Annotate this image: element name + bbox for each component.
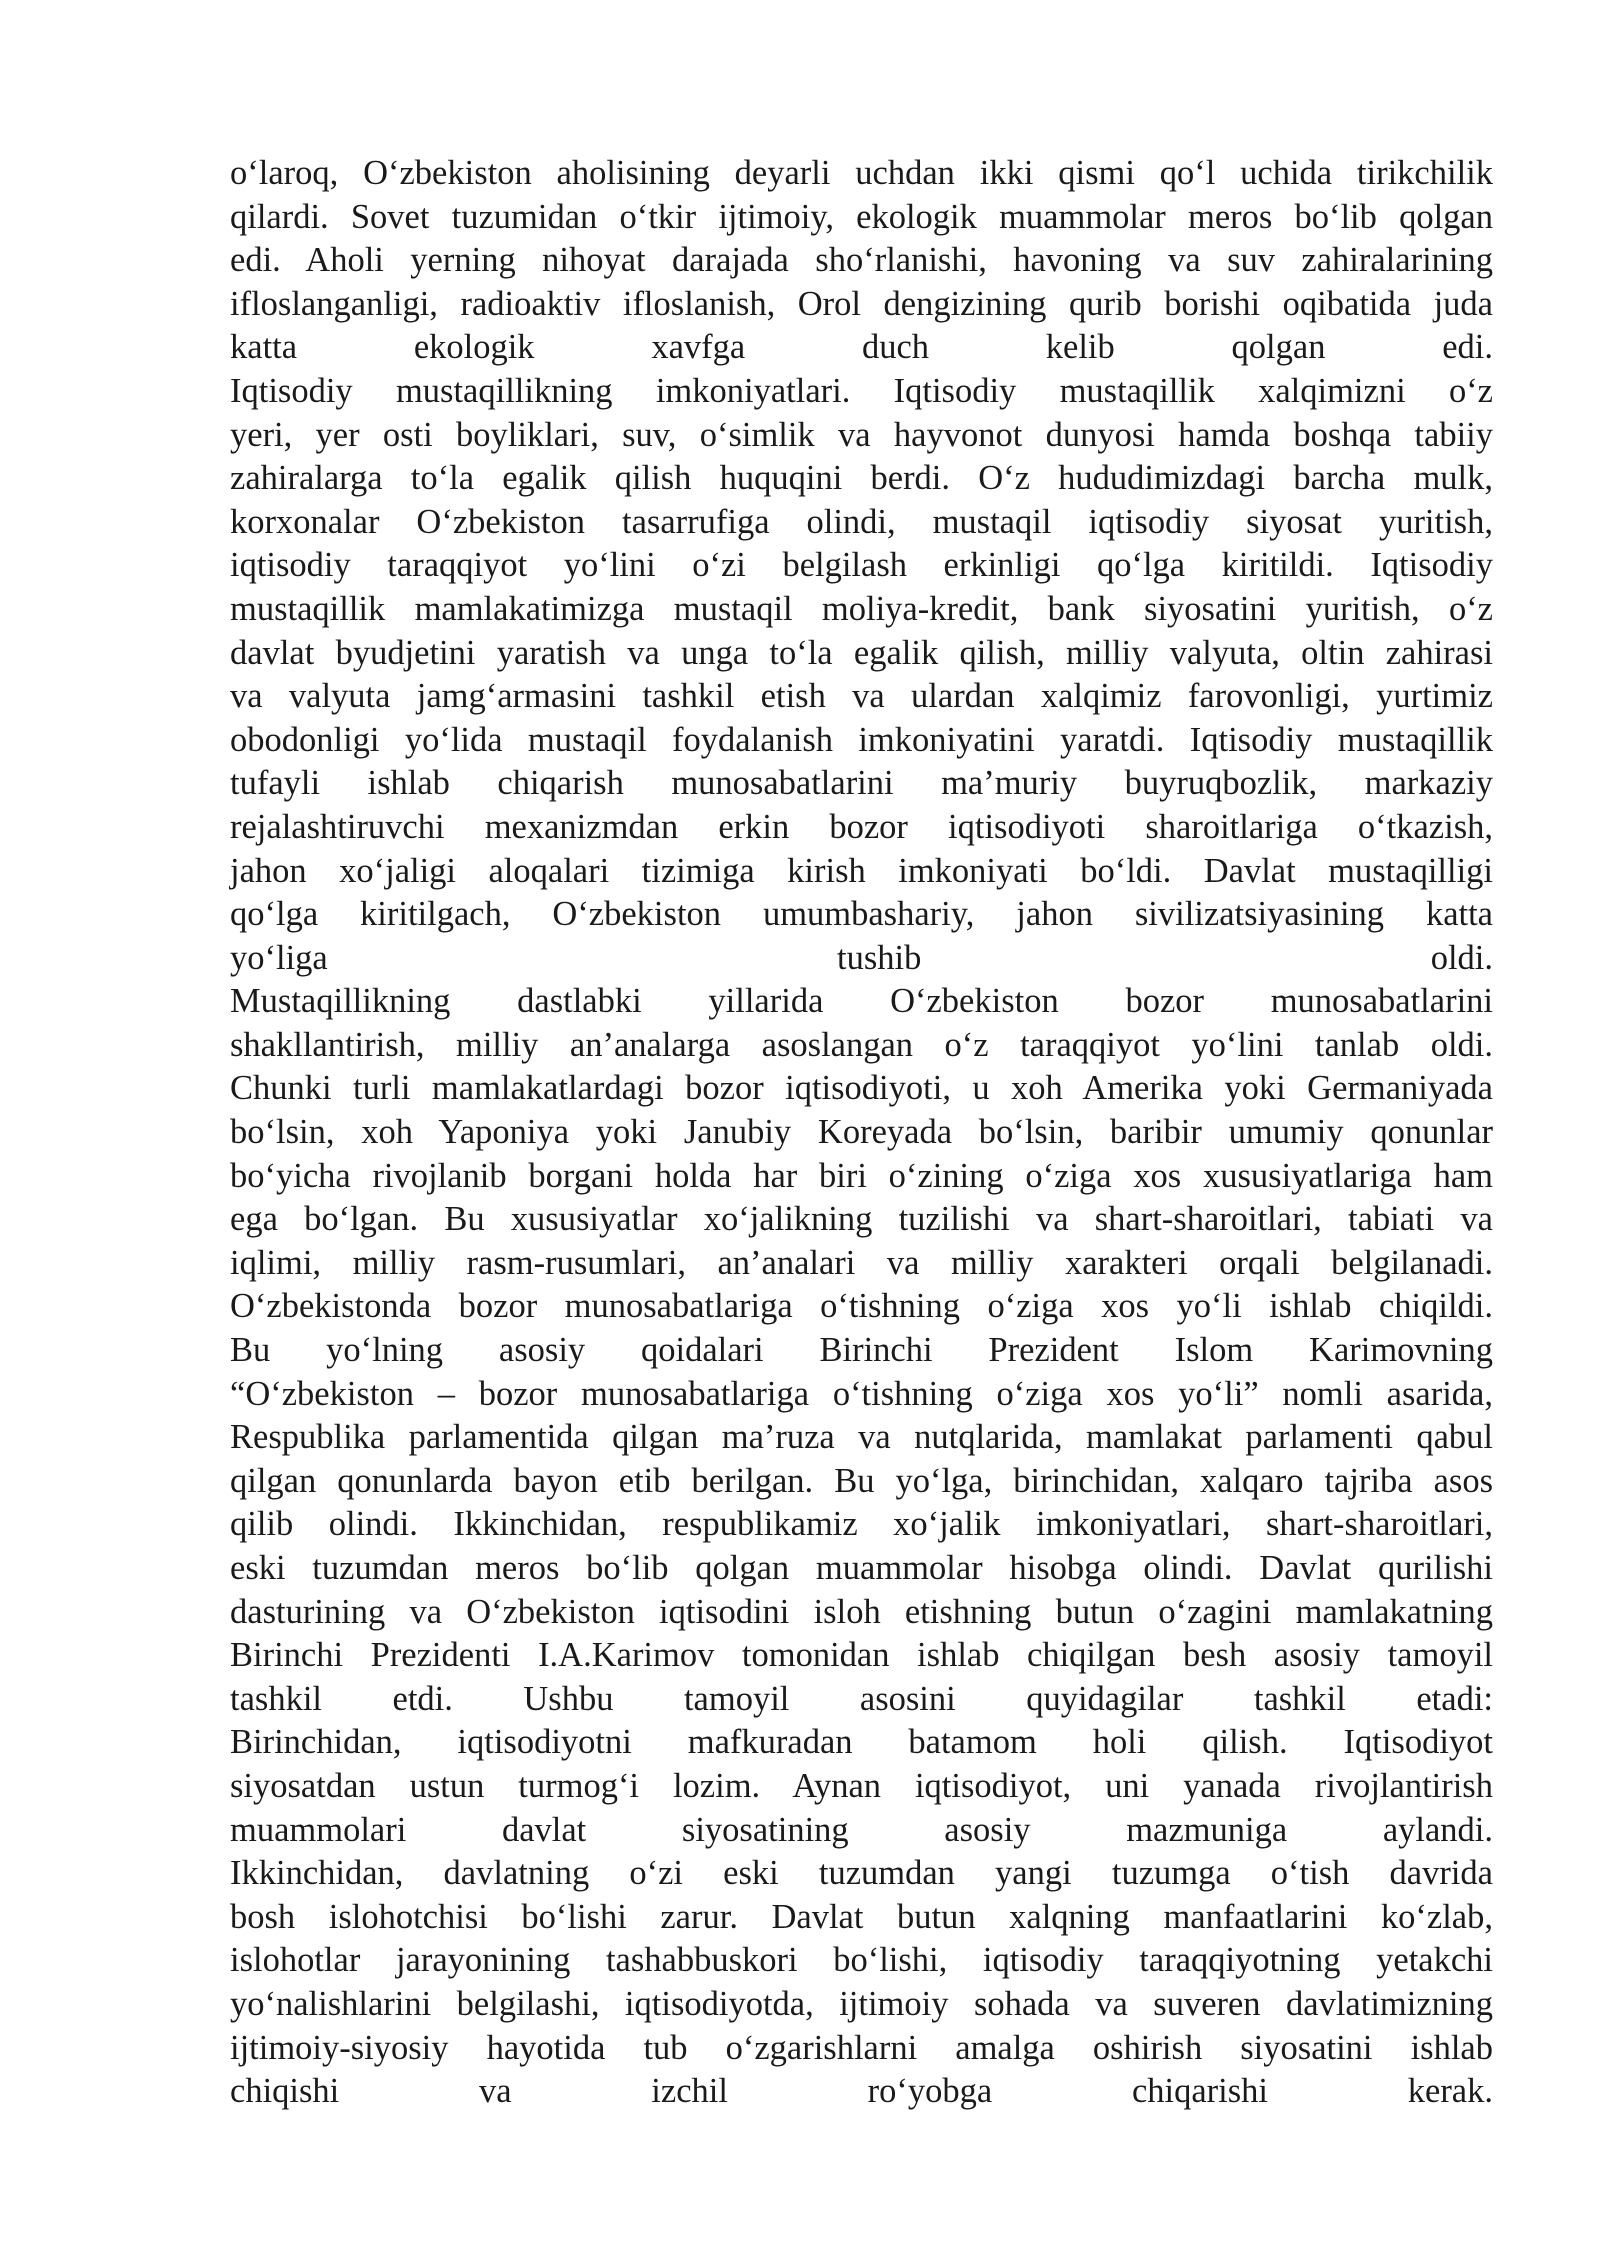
text-line: iqtisodiy taraqqiyot yo‘lini o‘zi belgilash erkinligi qo‘lga kiritildi. Iqtisodiy <box>230 546 1493 585</box>
text-line: qilgan qonunlarda bayon etib berilgan. Bu yo‘lga, birinchidan, xalqaro tajriba asos <box>230 1461 1493 1500</box>
text-line: Birinchi Prezidenti I.A.Karimov tomonidan ishlab chiqilgan besh asosiy tamoyil <box>230 1636 1493 1675</box>
text-line: Respublika parlamentida qilgan ma’ruza va nutqlarida, mamlakat parlamenti qabul <box>230 1418 1493 1457</box>
text-line: o‘laroq, O‘zbekiston aholisining deyarli uchdan ikki qismi qo‘l uchida tirikchilik <box>230 154 1493 192</box>
text-line: Mustaqillikning dastlabki yillarida O‘zbekiston bozor munosabatlarini <box>230 982 1493 1021</box>
text-line: Ikkinchidan, davlatning o‘zi eski tuzumdan yangi tuzumga o‘tish davrida <box>230 1854 1493 1893</box>
text-line: korxonalar O‘zbekiston tasarrufiga olindi, mustaqil iqtisodiy siyosat yuritish, <box>230 502 1493 541</box>
text-line: Chunki turli mamlakatlardagi bozor iqtisodiyoti, u xoh Amerika yoki Germaniyada <box>230 1069 1493 1108</box>
text-line: bosh islohotchisi bo‘lishi zarur. Davlat butun xalqning manfaatlarini ko‘zlab, <box>230 1897 1493 1936</box>
text-line: eski tuzumdan meros bo‘lib qolgan muammolar hisobga olindi. Davlat qurilishi <box>230 1549 1493 1587</box>
text-line: qo‘lga kiritilgach, O‘zbekiston umumbashariy, jahon sivilizatsiyasining katta <box>230 895 1493 934</box>
text-line: shakllantirish, milliy an’analarga asoslangan o‘z taraqqiyot yo‘lini tanlab oldi. <box>230 1025 1493 1064</box>
text-line: davlat byudjetini yaratish va unga to‘la egalik qilish, milliy valyuta, oltin zahirasi <box>230 633 1493 672</box>
text-line: Birinchidan, iqtisodiyotni mafkuradan batamom holi qilish. Iqtisodiyot <box>230 1723 1493 1762</box>
text-line: islohotlar jarayonining tashabbuskori bo‘lishi, iqtisodiy taraqqiyotning yetakchi <box>230 1941 1493 1980</box>
text-line: obodonligi yo‘lida mustaqil foydalanish imkoniyatini yaratdi. Iqtisodiy mustaqillik <box>230 720 1493 759</box>
text-line: ijtimoiy-siyosiy hayotida tub o‘zgarishlarni amalga oshirish siyosatini ishlab <box>230 2028 1493 2067</box>
text-line: bo‘lsin, xoh Yaponiya yoki Janubiy Koreyada bo‘lsin, baribir umumiy qonunlar <box>230 1113 1493 1152</box>
text-line: siyosatdan ustun turmog‘i lozim. Aynan iqtisodiyot, uni yanada rivojlantirish <box>230 1766 1493 1805</box>
text-line: zahiralarga to‘la egalik qilish huquqini berdi. O‘z hududimizdagi barcha mulk, <box>230 459 1493 498</box>
text-line: tashkil etdi. Ushbu tamoyil asosini quyidagilar tashkil etadi: <box>230 1679 1493 1718</box>
text-line: jahon xo‘jaligi aloqalari tizimiga kirish imkoniyati bo‘ldi. Davlat mustaqilligi <box>230 851 1493 890</box>
text-line: ega bo‘lgan. Bu xususiyatlar xo‘jalikning tuzilishi va shart-sharoitlari, tabiati va <box>230 1200 1493 1239</box>
text-line: yo‘liga tushib oldi. <box>230 938 1493 977</box>
text-line: katta ekologik xavfga duch kelib qolgan edi. <box>230 328 1493 367</box>
text-line: muammolari davlat siyosatining asosiy mazmuniga aylandi. <box>230 1810 1493 1849</box>
text-line: va valyuta jamg‘armasini tashkil etish va ulardan xalqimiz farovonligi, yurtimiz <box>230 677 1493 716</box>
text-line: qilib olindi. Ikkinchidan, respublikamiz xo‘jalik imkoniyatlari, shart-sharoitlari, <box>230 1505 1493 1544</box>
text-line: edi. Aholi yerning nihoyat darajada sho‘rlanishi, havoning va suv zahiralarining <box>230 241 1493 280</box>
text-line: qilardi. Sovet tuzumidan o‘tkir ijtimoiy, ekologik muammolar meros bo‘lib qolgan <box>230 197 1493 236</box>
text-line: “O‘zbekiston – bozor munosabatlariga o‘tishning o‘ziga xos yo‘li” nomli asarida, <box>230 1374 1493 1413</box>
text-line: rejalashtiruvchi mexanizmdan erkin bozor iqtisodiyoti sharoitlariga o‘tkazish, <box>230 807 1493 846</box>
text-line: iqlimi, milliy rasm-rusumlari, an’analari va milliy xarakteri orqali belgilanadi. <box>230 1243 1493 1282</box>
text-line: dasturining va O‘zbekiston iqtisodini isloh etishning butun o‘zagini mamlakatning <box>230 1592 1493 1631</box>
text-line: yo‘nalishlarini belgilashi, iqtisodiyotda, ijtimoiy sohada va suveren davlatimizning <box>230 1984 1493 2023</box>
text-line: O‘zbekistonda bozor munosabatlariga o‘tishning o‘ziga xos yo‘li ishlab chiqildi. <box>230 1287 1493 1326</box>
text-line: chiqishi va izchil ro‘yobga chiqarishi kerak. <box>230 2072 1493 2111</box>
text-line: bo‘yicha rivojlanib borgani holda har biri o‘zining o‘ziga xos xususiyatlariga ham <box>230 1156 1493 1195</box>
text-line: yeri, yer osti boyliklari, suv, o‘simlik va hayvonot dunyosi hamda boshqa tabiiy <box>230 415 1493 454</box>
text-line: ifloslanganligi, radioaktiv ifloslanish, Orol dengizining qurib borishi oqibatida juda <box>230 284 1493 323</box>
body-text <box>230 152 1493 2114</box>
text-line: tufayli ishlab chiqarish munosabatlarini ma’muriy buyruqbozlik, markaziy <box>230 764 1493 803</box>
text-line: mustaqillik mamlakatimizga mustaqil moliya-kredit, bank siyosatini yuritish, o‘z <box>230 589 1493 628</box>
text-line: Bu yo‘lning asosiy qoidalari Birinchi Prezident Islom Karimovning <box>230 1331 1493 1370</box>
text-line: Iqtisodiy mustaqillikning imkoniyatlari. Iqtisodiy mustaqillik xalqimizni o‘z <box>230 371 1493 410</box>
